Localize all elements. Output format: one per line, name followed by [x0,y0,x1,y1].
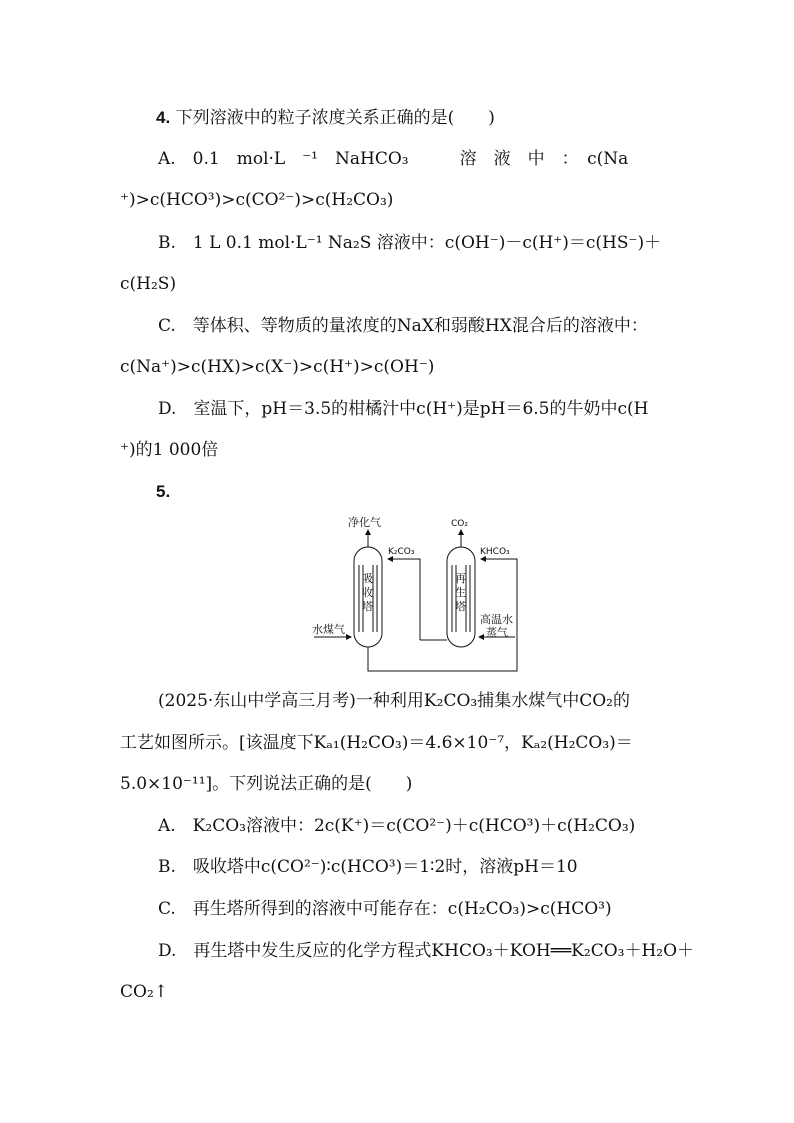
q4-option-b-line1: B. 1 L 0.1 mol·L⁻¹ Na₂S 溶液中：c(OH⁻)－c(H⁺)＝c(HS⁻)＋ [158,233,662,253]
q4-option-a-line1: A. 0.1 mol·L ⁻¹ NaHCO₃ 溶 液 中 ： c(Na [158,149,629,169]
regenerator-label-1: 再 [455,572,466,585]
q5-option-d-line2: CO₂↑ [120,982,169,1002]
co2-label: CO₂ [451,519,468,529]
q4-option-c-line1: C. 等体积、等物质的量浓度的NaX和弱酸HX混合后的溶液中： [158,316,648,336]
khco3-label: KHCO₃ [480,547,510,557]
co2-capture-process-diagram [308,510,523,675]
question-4-number: 4. [156,108,171,127]
q5-stem-line2: 工艺如图所示。[该温度下Kₐ₁(H₂CO₃)＝4.6×10⁻⁷，Kₐ₂(H₂CO₃)＝ [120,733,633,753]
question-4 [156,107,495,129]
question-4-stem: 下列溶液中的粒子浓度关系正确的是( ) [175,108,495,128]
k2co3-return-line [388,559,420,640]
q5-option-d-line1: D. 再生塔中发生反应的化学方程式KHCO₃＋KOH══K₂CO₃＋H₂O＋ [158,941,695,961]
steam-label-2: 蒸气 [486,626,508,639]
q5-option-b: B. 吸收塔中c(CO²⁻)∶c(HCO³)＝1∶2时，溶液pH＝10 [158,857,578,877]
q4-option-d-line2: ⁺)的1 000倍 [120,440,219,460]
q5-stem-line1: (2025·东山中学高三月考)一种利用K₂CO₃捕集水煤气中CO₂的 [158,691,630,711]
q4-option-d-line1: D. 室温下，pH＝3.5的柑橘汁中c(H⁺)是pH＝6.5的牛奶中c(H [158,399,649,419]
regenerator-label-2: 生 [455,586,466,599]
q5-option-a: A. K₂CO₃溶液中：2c(K⁺)＝c(CO²⁻)＋c(HCO³)＋c(H₂CO₃) [158,816,636,836]
q4-option-b-line2: c(H₂S) [120,274,177,294]
absorber-label-3: 塔 [362,600,373,613]
q5-option-c: C. 再生塔所得到的溶液中可能存在：c(H₂CO₃)>c(HCO³) [158,899,612,919]
absorber-label-1: 吸 [362,572,373,585]
regenerator-label-3: 塔 [455,600,466,613]
water-gas-label: 水煤气 [312,623,345,636]
purified-gas-label: 净化气 [348,516,381,529]
q5-stem-line3: 5.0×10⁻¹¹]。下列说法正确的是( ) [120,774,413,794]
k2co3-label: K₂CO₃ [388,547,415,557]
q4-option-a-line2: ⁺)>c(HCO³)>c(CO²⁻)>c(H₂CO₃) [120,190,394,210]
q4-option-c-line2: c(Na⁺)>c(HX)>c(X⁻)>c(H⁺)>c(OH⁻) [120,357,435,377]
question-5-number: 5. [156,482,171,501]
absorber-label-2: 收 [362,586,373,599]
steam-label-1: 高温水 [480,613,513,626]
